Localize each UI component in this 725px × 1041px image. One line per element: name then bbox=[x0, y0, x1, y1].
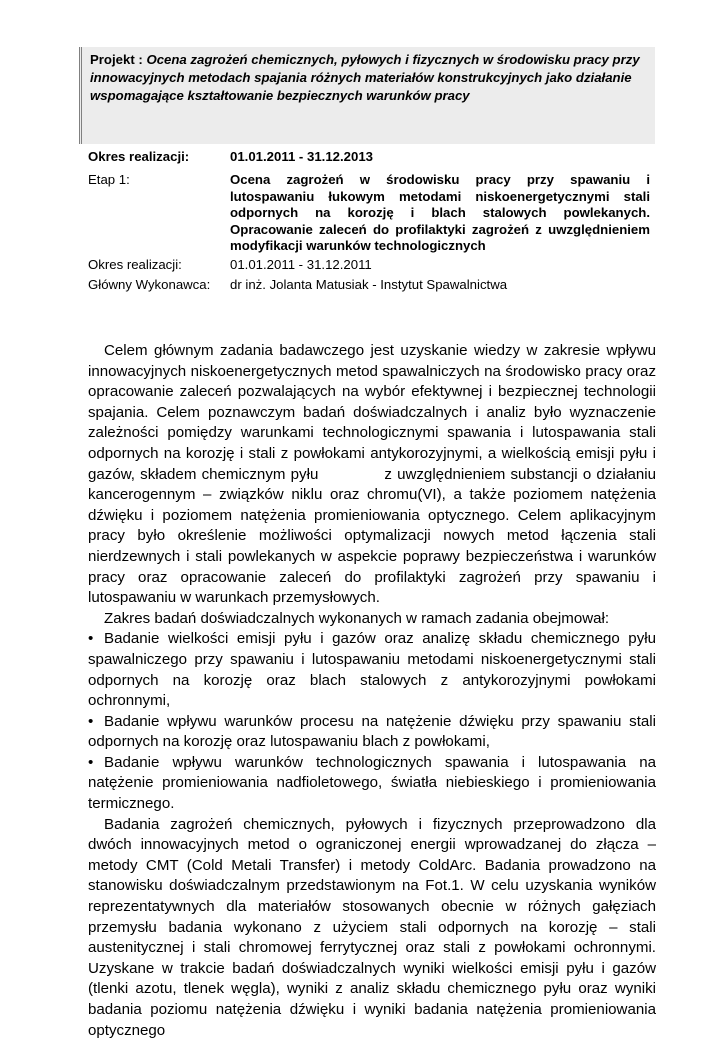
contractor-value: dr inż. Jolanta Matusiak - Instytut Spawalnictwa bbox=[230, 277, 508, 292]
paragraph-goals-part2: z uwzględnieniem substancji o działaniu kancerogennym – związków niklu oraz chromu(VI), a także poziomem natężenia dźwięku i poziomem natężenia promieniowania optycznego. Celem aplikacyjnym pracy było określenie możliwości optymalizacji nowych metod łączenia stali nierdzewnych i stali powlekanych w aspekcie poprawy bezpieczeństwa i warunków pracy oraz opracowanie zaleceń do profilaktyki zagrożeń przy spawaniu i lutospawaniu w warunkach przemysłowych. bbox=[88, 465, 656, 607]
period-label: Okres realizacji: bbox=[88, 149, 190, 164]
bullet-icon: • bbox=[88, 712, 94, 730]
stage-label: Etap 1: bbox=[88, 172, 130, 187]
scope-list bbox=[88, 629, 656, 814]
paragraph-research: Badania zagrożeń chemicznych, pyłowych i fizycznych przeprowadzono dla dwóch innowacyjnych metod o ograniczonej energii wprowadzanej do złącza – metody CMT (Cold Metali Transfer) i metody ColdArc. Badania prowadzono na stanowisku doświadczalnym przedstawionym na Fot.1. W celu uzyskania wyników reprezentatywnych dla materiałów stosowanych obecnie w różnych gałęziach przemysłu badania wykonano z użyciem stali odpornych na korozję – stali austenitycznej i stali chromowej ferrytycznej oraz stali z powłokami ochronnymi. Uzyskane w trakcie badań doświadczalnych wyniki wielkości emisji pyłu i gazów (tlenki azotu, tlenek węgla), wyniki z analiz składu chemicznego pyłu oraz wyniki badania poziomu natężenia dźwięku i wyniki badania natężenia promieniowania optycznego bbox=[88, 815, 656, 1039]
period-value: 01.01.2011 - 31.12.2013 bbox=[230, 149, 373, 164]
list-item bbox=[88, 629, 656, 711]
stage-period-value: 01.01.2011 - 31.12.2011 bbox=[230, 257, 372, 272]
list-item bbox=[88, 753, 656, 815]
project-label: Projekt : bbox=[90, 52, 143, 67]
paragraph-goals bbox=[88, 341, 656, 609]
list-item-text: Badanie wielkości emisji pyłu i gazów oraz analizę składu chemicznego pyłu spawalniczego przy spawaniu i lutospawaniu metodami niskoenergetycznymi stali odpornych na korozję oraz blach stalowych z antykorozyjnymi powłokami ochronnymi, bbox=[88, 630, 656, 710]
list-item bbox=[88, 712, 656, 753]
body-text bbox=[88, 341, 656, 1041]
meta-row-period bbox=[88, 149, 656, 166]
paragraph-scope: Zakres badań doświadczalnych wykonanych w ramach zadania obejmował: bbox=[104, 609, 610, 627]
bullet-icon: • bbox=[88, 753, 94, 771]
list-item-text: Badanie wpływu warunków technologicznych spawania i lutospawania na natężenie promieniowania nadfioletowego, światła niebieskiego i promieniowania termicznego. bbox=[88, 753, 656, 813]
stage-period-label: Okres realizacji: bbox=[88, 257, 182, 272]
meta-row-contractor bbox=[88, 277, 656, 294]
paragraph-goals-part1: Celem głównym zadania badawczego jest uzyskanie wiedzy w zakresie wpływu innowacyjnych niskoenergetycznych metod spawalniczych na środowisko pracy oraz opracowanie zaleceń pozwalających na wybór efektywnej i bezpiecznej technologii spajania. Celem poznawczym badań doświadczalnych i analiz było wyznaczenie zależności pomiędzy warunkami technologicznymi spawania i lutospawania stali odpornych na korozję i stali z powłokami antykorozyjnymi, a wielkością emisji pyłu i gazów, składem chemicznym pyłu bbox=[88, 342, 656, 483]
list-item-text: Badanie wpływu warunków procesu na natężenie dźwięku przy spawaniu stali odpornych na korozję oraz lutospawaniu blach z powłokami, bbox=[88, 712, 656, 751]
meta-row-stage-period bbox=[88, 257, 656, 274]
project-header-box bbox=[79, 47, 655, 144]
meta-row-stage bbox=[88, 172, 656, 252]
bullet-icon: • bbox=[88, 630, 94, 648]
project-title: Ocena zagrożeń chemicznych, pyłowych i fizycznych w środowisku pracy przy innowacyjnych metodach spajania różnych materiałów konstrukcyjnych jako działanie wspomagające kształtowanie bezpiecznych warunków pracy bbox=[90, 52, 640, 104]
stage-value: Ocena zagrożeń w środowisku pracy przy spawaniu i lutospawaniu łukowym metodami niskoenergetycznymi stali odpornych na korozję i blach stalowych powlekanych. Opracowanie zaleceń do profilaktyki zagrożeń z uwzględnieniem modyfikacji warunków technologicznych bbox=[230, 172, 650, 253]
contractor-label: Główny Wykonawca: bbox=[88, 277, 211, 292]
